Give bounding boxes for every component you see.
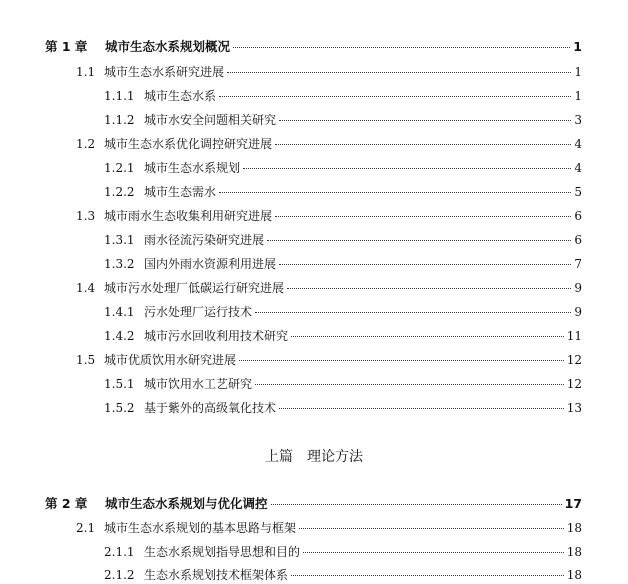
page-number: 1 [574, 89, 582, 103]
page-number: 6 [574, 233, 582, 247]
page-number: 13 [566, 401, 582, 415]
subsection-number: 1.2.1 [104, 161, 135, 175]
subsection-title: 城市水安全问题相关研究 [144, 113, 277, 127]
dot-leader [255, 312, 571, 313]
section-number: 2.1 [76, 521, 96, 535]
chapter-number: 第 1 章 [45, 39, 88, 54]
toc-entry-1-1-1[interactable] [104, 88, 582, 104]
section-title: 城市生态水系研究进展 [104, 65, 225, 79]
dot-leader [255, 384, 564, 385]
subsection-title: 城市生态需水 [144, 185, 217, 199]
page-number: 17 [564, 496, 582, 511]
toc-entry-chapter-2[interactable] [45, 496, 582, 512]
subsection-title: 城市生态水系规划 [144, 161, 241, 175]
dot-leader [271, 504, 562, 505]
subsection-title: 基于紫外的高级氧化技术 [144, 401, 277, 415]
dot-leader [239, 360, 564, 361]
page-number: 18 [566, 568, 582, 582]
section-number: 1.2 [76, 137, 96, 151]
dot-leader [279, 120, 571, 121]
section-title: 城市生态水系规划的基本思路与框架 [104, 521, 297, 535]
page-number: 6 [574, 209, 582, 223]
page-number: 5 [574, 185, 582, 199]
section-title: 城市优质饮用水研究进展 [104, 353, 237, 367]
dot-leader [303, 552, 564, 553]
toc-entry-1-4-1[interactable] [104, 304, 582, 320]
section-number: 1.3 [76, 209, 96, 223]
subsection-title: 生态水系规划技术框架体系 [144, 568, 289, 582]
subsection-title: 国内外雨水资源利用进展 [144, 257, 277, 271]
toc-entry-1-5[interactable] [76, 352, 582, 368]
toc-entry-1-3[interactable] [76, 208, 582, 224]
subsection-number: 2.1.1 [104, 545, 135, 559]
subsection-title: 雨水径流污染研究进展 [144, 233, 265, 247]
subsection-number: 1.5.1 [104, 377, 135, 391]
section-title: 城市污水处理厂低碳运行研究进展 [104, 281, 285, 295]
dot-leader [275, 216, 571, 217]
dot-leader [219, 96, 571, 97]
toc-entry-1-3-2[interactable] [104, 256, 582, 272]
page-number: 1 [574, 65, 582, 79]
toc-entry-1-1[interactable] [76, 64, 582, 80]
section-number: 1.1 [76, 65, 96, 79]
part-title: 理论方法 [307, 449, 363, 465]
page-number: 1 [573, 39, 582, 54]
page-number: 9 [574, 281, 582, 295]
dot-leader [243, 168, 571, 169]
toc-entry-1-1-2[interactable] [104, 112, 582, 128]
dot-leader [233, 47, 570, 48]
subsection-number: 2.1.2 [104, 568, 135, 582]
chapter-title: 城市生态水系规划与优化调控 [105, 496, 268, 511]
subsection-number: 1.1.1 [104, 89, 135, 103]
page-number: 11 [566, 329, 582, 343]
subsection-title: 生态水系规划指导思想和目的 [144, 545, 301, 559]
dot-leader [267, 240, 571, 241]
dot-leader [227, 72, 571, 73]
dot-leader [219, 192, 571, 193]
toc-entry-1-2[interactable] [76, 136, 582, 152]
page-number: 12 [566, 353, 582, 367]
toc-entry-2-1-1[interactable] [104, 544, 582, 560]
subsection-number: 1.3.1 [104, 233, 135, 247]
section-number: 1.4 [76, 281, 96, 295]
page-number: 18 [566, 521, 582, 535]
subsection-number: 1.3.2 [104, 257, 135, 271]
subsection-number: 1.2.2 [104, 185, 135, 199]
page-number: 18 [566, 545, 582, 559]
subsection-title: 污水处理厂运行技术 [144, 305, 253, 319]
section-title: 城市雨水生态收集利用研究进展 [104, 209, 273, 223]
toc-entry-2-1-2[interactable] [104, 567, 582, 583]
toc-entry-2-1[interactable] [76, 520, 582, 536]
toc-entry-1-5-1[interactable] [104, 376, 582, 392]
part-label: 上篇 [265, 449, 293, 465]
page-number: 3 [574, 113, 582, 127]
toc-entry-1-2-1[interactable] [104, 160, 582, 176]
toc-entry-1-4-2[interactable] [104, 328, 582, 344]
dot-leader [291, 336, 564, 337]
dot-leader [279, 264, 571, 265]
chapter-title: 城市生态水系规划概况 [105, 39, 231, 54]
subsection-number: 1.5.2 [104, 401, 135, 415]
page-number: 7 [574, 257, 582, 271]
dot-leader [291, 575, 564, 576]
dot-leader [299, 528, 564, 529]
section-number: 1.5 [76, 353, 96, 367]
dot-leader [287, 288, 571, 289]
subsection-title: 城市生态水系 [144, 89, 217, 103]
subsection-number: 1.4.1 [104, 305, 135, 319]
subsection-title: 城市污水回收利用技术研究 [144, 329, 289, 343]
page-number: 4 [574, 161, 582, 175]
page-number: 12 [566, 377, 582, 391]
toc-entry-1-2-2[interactable] [104, 184, 582, 200]
dot-leader [275, 144, 571, 145]
page-number: 4 [574, 137, 582, 151]
subsection-number: 1.4.2 [104, 329, 135, 343]
dot-leader [279, 408, 564, 409]
page-number: 9 [574, 305, 582, 319]
toc-entry-chapter-1[interactable] [45, 39, 582, 55]
toc-entry-1-3-1[interactable] [104, 232, 582, 248]
toc-entry-1-4[interactable] [76, 280, 582, 296]
subsection-number: 1.1.2 [104, 113, 135, 127]
section-title: 城市生态水系优化调控研究进展 [104, 137, 273, 151]
subsection-title: 城市饮用水工艺研究 [144, 377, 253, 391]
part-heading [0, 446, 628, 466]
chapter-number: 第 2 章 [45, 496, 88, 511]
toc-entry-1-5-2[interactable] [104, 400, 582, 416]
